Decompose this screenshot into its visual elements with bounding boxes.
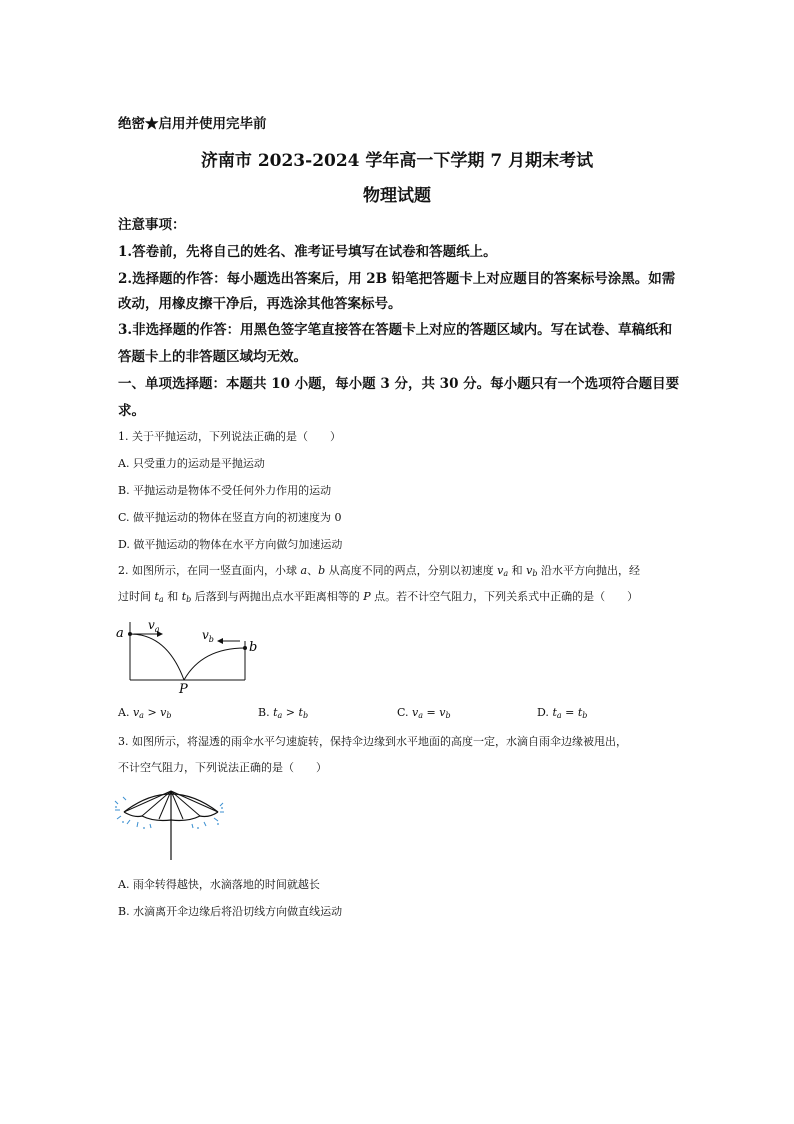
trajectory-b (184, 648, 245, 680)
subject-title: 物理试题 (363, 186, 431, 206)
exam-title: 济南市 2023-2024 学年高一下学期 7 月期末考试 (200, 151, 594, 171)
note-item-2: 2.选择题的作答：每小题选出答案后，用 2B 铅笔把答题卡上对应题目的答案标号涂黑。如需 (118, 271, 676, 287)
q2-stem-line1: 2. 如图所示，在同一竖直面内，小球 a、b 从高度不同的两点，分别以初速度 $v_a$ 和 $v_b$ 沿水平方向抛出，经 (118, 564, 640, 578)
q2-stem-line2: 过时间 $t_a$ 和 $t_b$ 后落到与两抛出点水平距离相等的 P 点。若不计空气阻力，下列关系式中正确的是（ ） (118, 590, 639, 604)
label-P: P (179, 682, 188, 697)
q3-option-a: A. 雨伞转得越快，水滴落地的时间就越长 (118, 878, 320, 891)
trajectory-a (130, 634, 184, 680)
q1-option-d: D. 做平抛运动的物体在水平方向做匀加速运动 (118, 538, 343, 551)
q3-option-b: B. 水滴离开伞边缘后将沿切线方向做直线运动 (118, 905, 343, 918)
label-vb: $v_b$ (202, 628, 214, 644)
water-droplets (115, 797, 224, 828)
umbrella-rib (124, 791, 171, 812)
q1-option-c: C. 做平抛运动的物体在竖直方向的初速度为 0 (118, 511, 342, 524)
q2-projectile-figure (112, 612, 262, 697)
label-a: a (116, 626, 124, 641)
q2-option-d: D. $t_a = t_b$ (537, 706, 588, 720)
q3-umbrella-figure (114, 782, 224, 864)
point-a (128, 632, 132, 636)
q1-option-a: A. 只受重力的运动是平抛运动 (118, 457, 265, 470)
q3-stem-line2: 不计空气阻力，下列说法正确的是（ ） (118, 761, 327, 774)
note-item-3-cont: 答题卡上的非答题区域均无效。 (118, 349, 307, 365)
note-item-1: 1.答卷前，先将自己的姓名、准考证号填写在试卷和答题纸上。 (118, 244, 497, 260)
q2-option-a: A. $v_a > v_b$ (118, 706, 172, 720)
section-heading: 一、单项选择题：本题共 10 小题，每小题 3 分，共 30 分。每小题只有一个选项符合题目要 (118, 376, 680, 392)
umbrella-rib (171, 791, 200, 816)
point-b (243, 646, 247, 650)
section-heading-cont: 求。 (118, 403, 145, 419)
q3-stem-line1: 3. 如图所示，将湿透的雨伞水平匀速旋转，保持伞边缘到水平地面的高度一定，水滴自雨伞边缘被甩出， (118, 735, 627, 748)
confidential-label: 绝密★启用并使用完毕前 (118, 116, 267, 132)
q2-option-b: B. $t_a > t_b$ (258, 706, 309, 720)
label-va: $v_a$ (148, 618, 160, 634)
note-item-3: 3.非选择题的作答：用黑色签字笔直接答在答题卡上对应的答题区域内。写在试卷、草稿纸和 (118, 322, 673, 338)
note-item-2-cont: 改动，用橡皮擦干净后，再选涂其他答案标号。 (118, 296, 402, 312)
q1-option-b: B. 平抛运动是物体不受任何外力作用的运动 (118, 484, 332, 497)
notes-heading: 注意事项： (118, 217, 186, 233)
umbrella-rib (171, 791, 218, 812)
q1-stem: 1. 关于平抛运动，下列说法正确的是（ ） (118, 430, 341, 443)
umbrella-rib (142, 791, 171, 816)
label-b: b (249, 640, 258, 655)
q2-option-c: C. $v_a = v_b$ (397, 706, 451, 720)
water-drop-dots (115, 806, 223, 829)
